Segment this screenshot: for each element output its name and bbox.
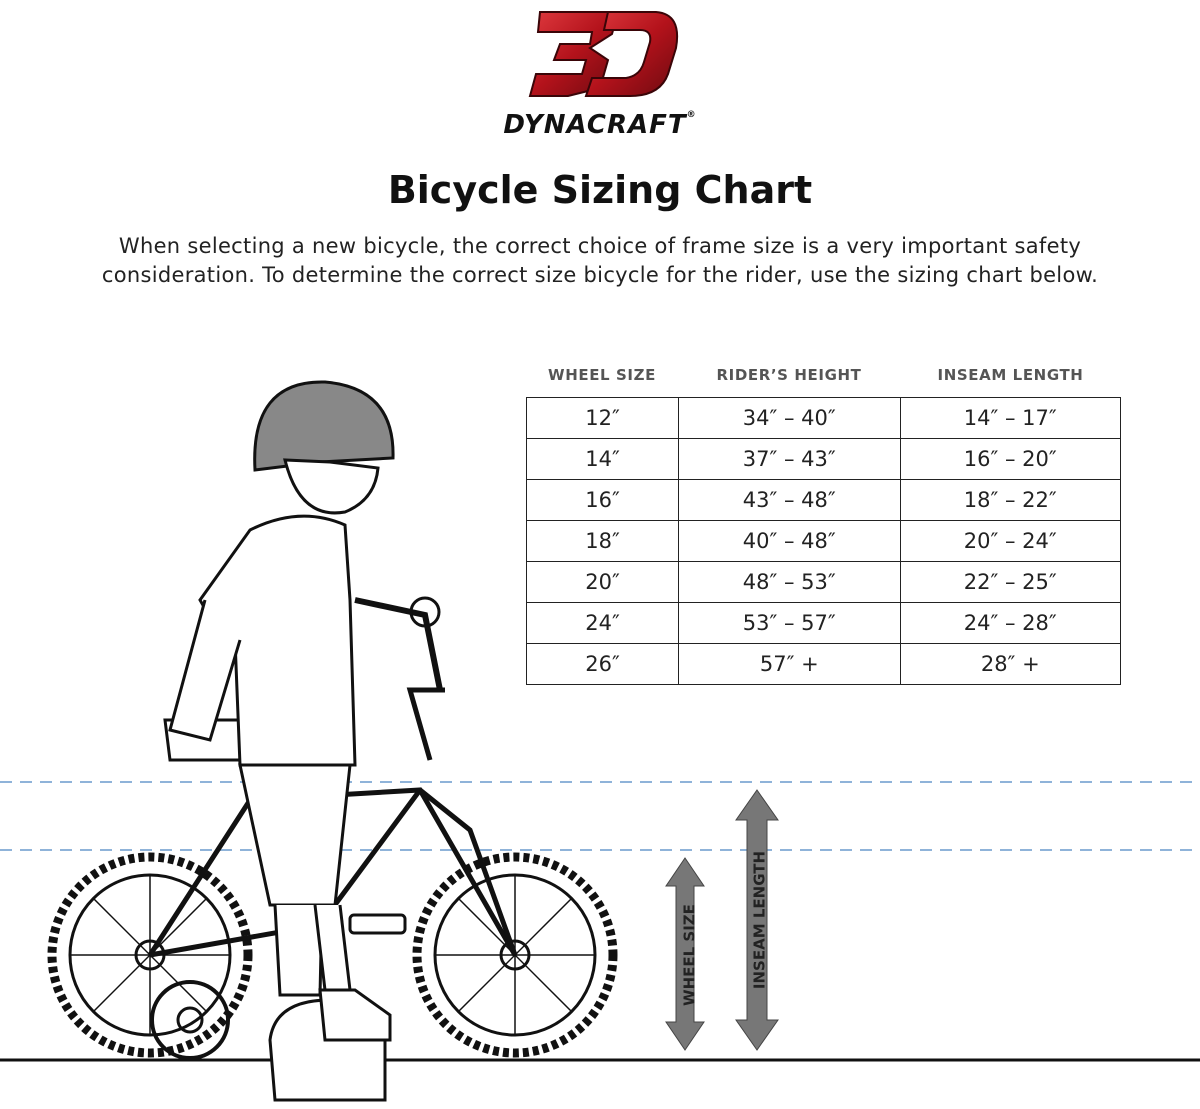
cell-wheel-size: 20″ — [527, 562, 679, 603]
cell-riders-height: 34″ – 40″ — [679, 398, 900, 439]
cell-wheel-size: 16″ — [527, 480, 679, 521]
header-wheel-size: WHEEL SIZE — [548, 366, 656, 384]
registered-mark: ® — [686, 110, 697, 120]
brand-name-text: DYNACRAFT — [503, 110, 687, 140]
cell-inseam-length: 28″ + — [900, 644, 1121, 685]
page-title: Bicycle Sizing Chart — [387, 168, 813, 212]
cell-wheel-size: 14″ — [527, 439, 679, 480]
cell-riders-height: 53″ – 57″ — [679, 603, 900, 644]
cell-wheel-size: 12″ — [527, 398, 679, 439]
cell-inseam-length: 22″ – 25″ — [900, 562, 1121, 603]
cell-riders-height: 37″ – 43″ — [679, 439, 900, 480]
cell-inseam-length: 24″ – 28″ — [900, 603, 1121, 644]
cell-wheel-size: 24″ — [527, 603, 679, 644]
header-inseam-length: INSEAM LENGTH — [937, 366, 1084, 384]
cell-riders-height: 40″ – 48″ — [679, 521, 900, 562]
brand-logo — [0, 0, 1200, 150]
child-rider-drawing — [170, 382, 393, 1100]
wheel-size-arrow-label: WHEEL SIZE — [680, 904, 699, 1006]
cell-riders-height: 57″ + — [679, 644, 900, 685]
intro-paragraph: When selecting a new bicycle, the correct choice of frame size is a very important safety consideration. To determine the correct size bicycle for the rider, use the sizing chart below. — [101, 234, 1099, 287]
rider-bicycle-illustration — [0, 360, 1200, 1109]
cell-inseam-length: 14″ – 17″ — [900, 398, 1121, 439]
cell-inseam-length: 18″ – 22″ — [900, 480, 1121, 521]
brand-name — [470, 110, 730, 140]
cell-wheel-size: 18″ — [527, 521, 679, 562]
header-riders-height: RIDER’S HEIGHT — [716, 366, 862, 384]
inseam-length-arrow-label: INSEAM LENGTH — [750, 850, 769, 990]
cell-inseam-length: 20″ – 24″ — [900, 521, 1121, 562]
cell-wheel-size: 26″ — [527, 644, 679, 685]
cell-riders-height: 48″ – 53″ — [679, 562, 900, 603]
cell-inseam-length: 16″ – 20″ — [900, 439, 1121, 480]
cell-riders-height: 43″ – 48″ — [679, 480, 900, 521]
3d-logo-mark — [490, 4, 710, 114]
